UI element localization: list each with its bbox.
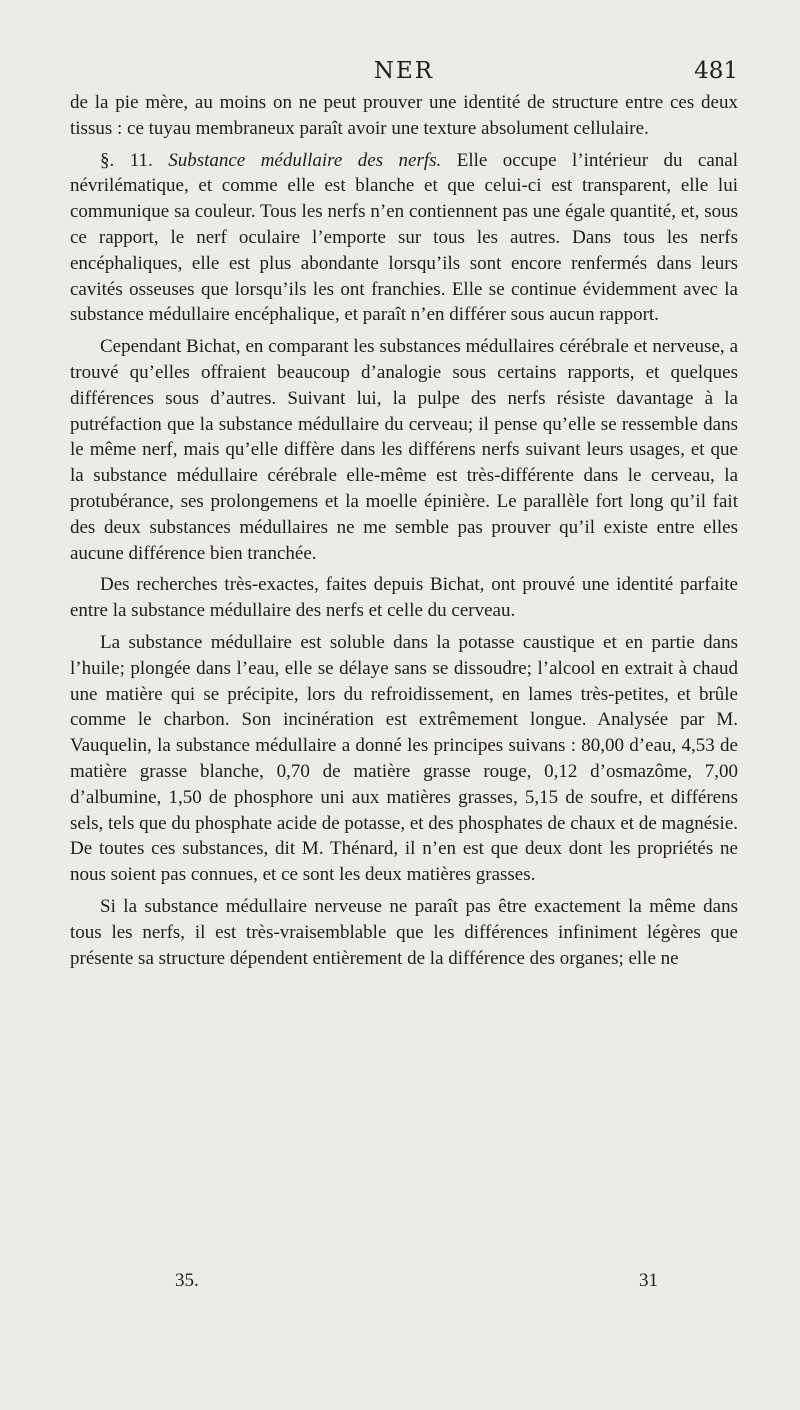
paragraph [70,90,738,142]
page-body [70,90,738,977]
page-number: 481 [694,58,738,84]
section-mark: §. 11. [100,149,153,171]
paragraph-text: Si la substance médullaire nerveuse ne paraît pas être exactement la même dans tous les nerfs, il est très-vraisemblable que les différences infiniment légères que présente sa structure dépendent entièrement de la différence des organes; elle ne [70,895,738,969]
signature-mark: 35. [175,1270,199,1291]
running-head-title: NER [373,58,435,84]
page-footer [70,1270,738,1300]
paragraph-text: Cependant Bichat, en comparant les substances médullaires cérébrale et nerveuse, a trouvé qu’elles offraient beaucoup d’analogie sous certains rapports, et quelques différences sous d’autres. Suivant lui, la pulpe des nerfs résiste davantage à la putréfaction que la substance médullaire du cerveau; il pense qu’elle se ressemble dans le même nerf, mais qu’elle diffère dans les différens nerfs suivant leurs usages, et que la substance médullaire cérébrale elle-même est très-différente dans le cerveau, la protubérance, ses prolongemens et la moelle épinière. Le parallèle fort long qu’il fait des deux substances médullaires ne me semble pas prouver qu’il existe entre elles aucune différence bien tranchée. [70,336,738,564]
section-heading: Substance médullaire des nerfs. [168,149,442,171]
paragraph [70,334,738,566]
paragraph [70,894,738,971]
sheet-number: 31 [639,1270,658,1291]
paragraph [70,148,738,329]
paragraph-text: La substance médullaire est soluble dans la potasse caustique et en partie dans l’huile; plongée dans l’eau, elle se délaye sans se dissoudre; l’alcool en extrait à chaud une matière qui se précipite, lors du refroidissement, en lames très-petites, et brûle comme le charbon. Son incinération est extrêmement longue. Analysée par M. Vauquelin, la substance médullaire a donné les principes suivans : 80,00 d’eau, 4,53 de matière grasse blanche, 0,70 de matière grasse rouge, 0,12 d’osmazôme, 7,00 d’albumine, 1,50 de phosphore uni aux matières grasses, 5,15 de soufre, et différens sels, tels que du phosphate acide de potasse, et des phosphates de chaux et de magnésie. De toutes ces substances, dit M. Thénard, il n’en est que deux dont les propriétés ne nous soient pas connues, et ce sont les deux matières grasses. [70,631,738,886]
running-header [70,58,738,88]
paragraph [70,630,738,888]
paragraph-text: de la pie mère, au moins on ne peut prouver une identité de structure entre ces deux tissus : ce tuyau membraneux paraît avoir une texture absolument cellulaire. [70,92,738,139]
paragraph [70,572,738,624]
paragraph-text: Elle occupe l’intérieur du canal névrilématique, et comme elle est blanche et que celui-ci est transparent, elle lui communique sa couleur. Tous les nerfs n’en contiennent pas une égale quantité, et, sous ce rapport, le nerf oculaire l’emporte sur tous les autres. Dans tous les nerfs encéphaliques, elle est plus abondante lorsqu’ils sont encore renfermés dans leurs cavités osseuses que lorsqu’ils les ont franchies. Elle se continue évidemment avec la substance médullaire encéphalique, et paraît n’en différer sous aucun rapport. [70,149,738,326]
paragraph-text: Des recherches très-exactes, faites depuis Bichat, ont prouvé une identité parfaite entre la substance médullaire des nerfs et celle du cerveau. [70,574,738,622]
